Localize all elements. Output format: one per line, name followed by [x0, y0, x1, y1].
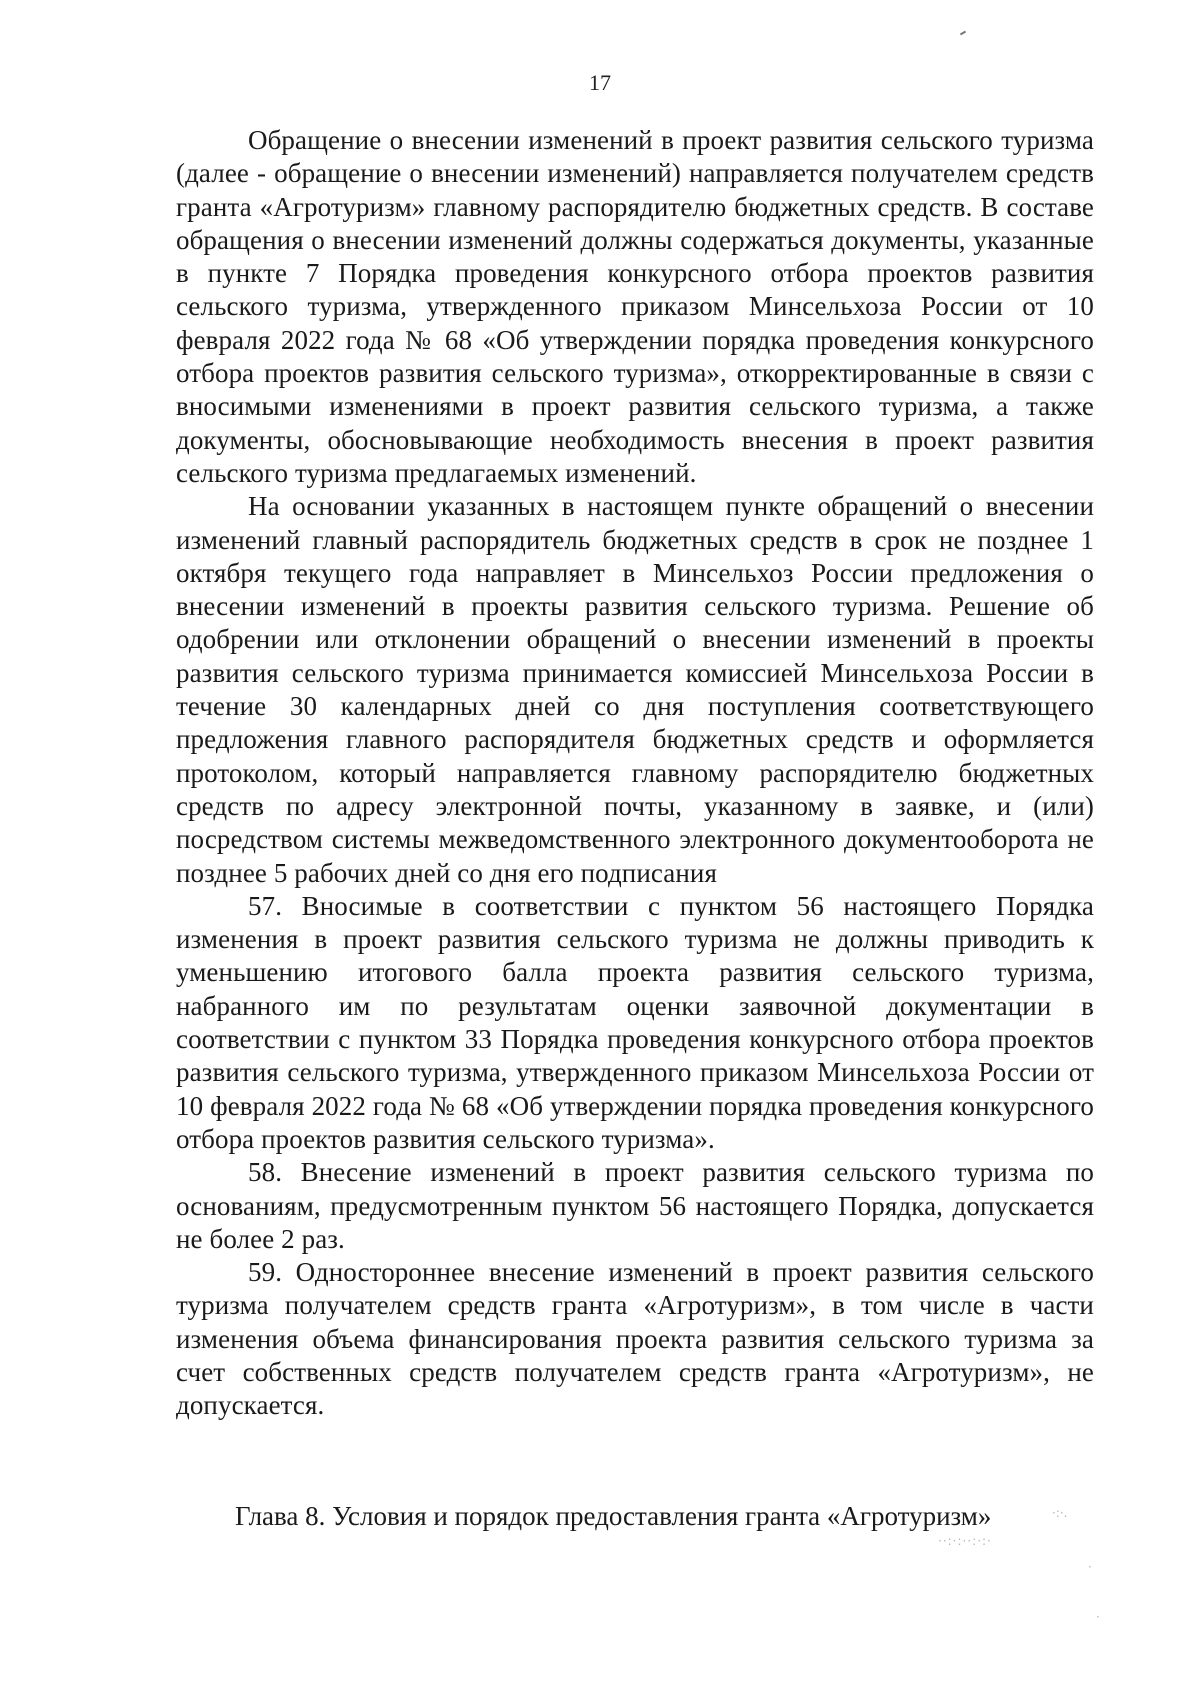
chapter-heading: Глава 8. Условия и порядок предоставления гранта «Агротуризм» [235, 1501, 992, 1531]
paragraph-57: 57. Вносимые в соответствии с пунктом 56 настоящего Порядка изменения в проект развития сельского туризма не должны приводить к уменьшению итогового балла проекта развития сельского туризма, набранного им по результатам оценки заявочной документации в соответствии с пунктом 33 Порядка проведения конкурсного отбора проектов развития сельского туризма, утвержденного приказом Минсельхоза России от 10 февраля 2022 года № 68 «Об утверждении порядка проведения конкурсного отбора проектов развития сельского туризма». [176, 890, 1094, 1154]
paragraph-58: 58. Внесение изменений в проект развития сельского туризма по основаниям, предусмотренным пунктом 56 настоящего Порядка, допускается не более 2 раз. [176, 1157, 1094, 1254]
paragraph-change-request: Обращение о внесении изменений в проект развития сельского туризма (далее - обращение о внесении изменений) направляется получателем средств гранта «Агротуризм» главному распорядителю бюджетных средств. В составе обращения о внесении изменений должны содержаться документы, указанные в пункте 7 Порядка проведения конкурсного отбора проектов развития сельского туризма, утвержденного приказом Минсельхоза России от 10 февраля 2022 года № 68 «Об утверждении порядка проведения конкурсного отбора проектов развития сельского туризма», откорректированные в связи с вносимыми изменениями в проект развития сельского туризма, а также документы, обосновывающие необходимость внесения в проект развития сельского туризма предлагаемых изменений. [176, 125, 1094, 488]
paragraph-59: 59. Одностороннее внесение изменений в проект развития сельского туризма получателем средств гранта «Агротуризм», в том числе в части изменения объема финансирования проекта развития сельского туризма за счет собственных средств получателем средств гранта «Агротуризм», не допускается. [176, 1257, 1094, 1421]
scan-artifact: ··:·:··:·:· [938, 1534, 992, 1548]
scan-artifact: ·:·. [1052, 1506, 1068, 1520]
document-body [176, 124, 1094, 1423]
paragraph-review-procedure: На основании указанных в настоящем пункте обращений о внесении изменений главный распорядитель бюджетных средств в срок не позднее 1 октября текущего года направляет в Минсельхоз России предложения о внесении изменений в проекты развития сельского туризма. Решение об одобрении или отклонении обращений о внесении изменений в проекты развития сельского туризма принимается комиссией Минсельхоза России в течение 30 календарных дней со дня поступления соответствующего предложения главного распорядителя бюджетных средств и оформляется протоколом, который направляется главному распорядителю бюджетных средств по адресу электронной почты, указанному в заявке, и (или) посредством системы межведомственного электронного документооборота не позднее 5 рабочих дней со дня его подписания [176, 491, 1094, 888]
page-number: 17 [589, 70, 611, 95]
scan-artifact: · [1088, 1560, 1092, 1574]
scan-mark [960, 31, 966, 36]
scan-artifact: · [1096, 1610, 1100, 1624]
